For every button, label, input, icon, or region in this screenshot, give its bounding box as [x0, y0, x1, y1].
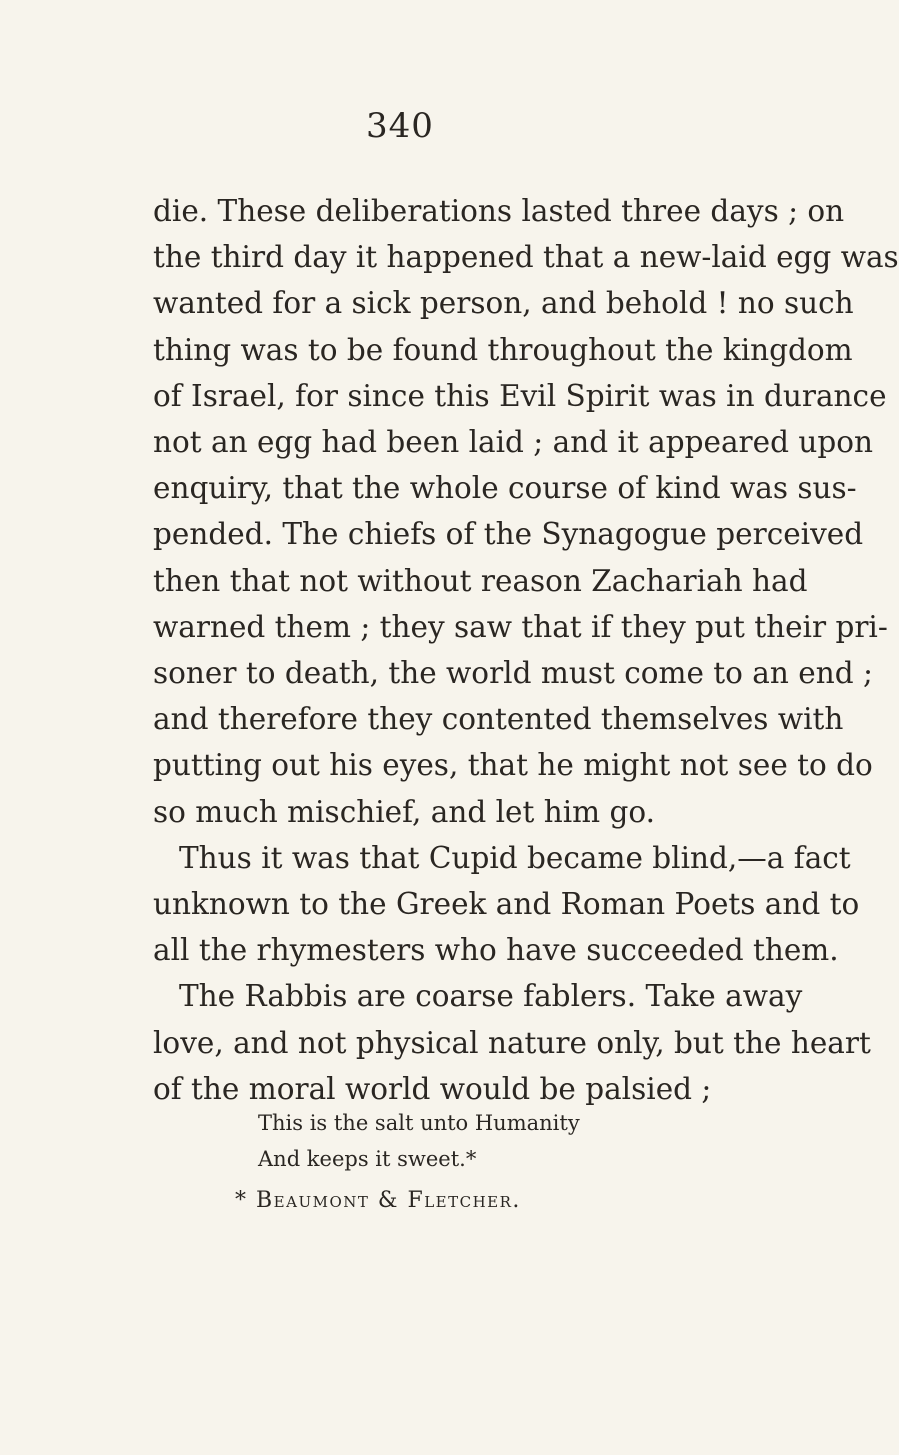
text-line: soner to death, the world must come to an end ;	[153, 656, 873, 691]
text-line: thing was to be found throughout the kingdom	[153, 332, 853, 367]
text-line: the third day it happened that a new-laid egg was	[153, 240, 899, 275]
text-line: warned them ; they saw that if they put their pri-	[153, 609, 888, 644]
text-line: so much mischief, and let him go.	[153, 794, 655, 829]
paragraph-1	[153, 188, 899, 835]
text-line: pended. The chiefs of the Synagogue perceived	[153, 517, 864, 552]
text-line: then that not without reason Zachariah had	[153, 563, 808, 598]
text-line: Thus it was that Cupid became blind,—a fact	[179, 840, 851, 875]
body-text	[153, 188, 899, 1112]
text-line: of the moral world would be palsied ;	[153, 1071, 712, 1106]
text-line: putting out his eyes, that he might not see to do	[153, 748, 873, 783]
text-line: all the rhymesters who have succeeded them.	[153, 933, 839, 968]
text-line: and therefore they contented themselves with	[153, 702, 844, 737]
paragraph-2	[153, 835, 860, 974]
verse-quote	[258, 1105, 580, 1177]
text-line: love, and not physical nature only, but the heart	[153, 1025, 871, 1060]
text-line: die. These deliberations lasted three days ; on	[153, 194, 845, 228]
page-number: 340	[366, 106, 434, 146]
paragraph-3	[153, 973, 871, 1112]
footnote: * Beaumont & Fletcher.	[235, 1188, 521, 1213]
text-line: of Israel, for since this Evil Spirit was in durance	[153, 378, 887, 413]
text-line: The Rabbis are coarse fablers. Take away	[179, 979, 803, 1014]
text-line: not an egg had been laid ; and it appeared upon	[153, 425, 873, 460]
text-line: enquiry, that the whole course of kind was sus-	[153, 471, 857, 506]
text-line: unknown to the Greek and Roman Poets and to	[153, 887, 860, 922]
text-line: wanted for a sick person, and behold ! no such	[153, 286, 854, 321]
verse-line: And keeps it sweet.*	[258, 1147, 477, 1171]
verse-line: This is the salt unto Humanity	[258, 1111, 580, 1135]
